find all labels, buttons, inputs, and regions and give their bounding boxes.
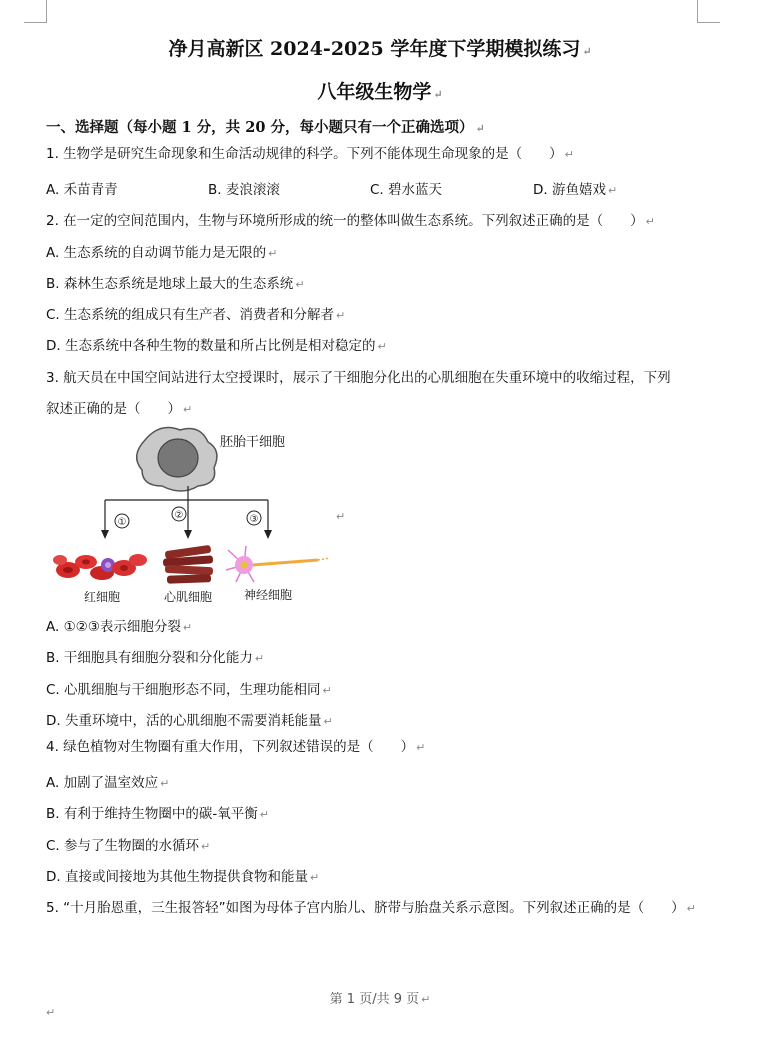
- q1-stem: 1. 生物学是研究生命现象和生命活动规律的科学。下列不能体现生命现象的是（ ） ↵: [46, 146, 574, 162]
- q4-stem: 4. 绿色植物对生物圈有重大作用，下列叙述错误的是（ ） ↵: [46, 739, 426, 755]
- section-heading: 一、选择题（每小题 1 分，共 20 分，每小题只有一个正确选项） ↵: [46, 119, 485, 136]
- q5-stem: 5. “十月胎恩重，三生报答轻”如图为母体子宫内胎儿、脐带与胎盘关系示意图。下列叙述正确的是（ ） ↵: [46, 900, 696, 916]
- q2-stem: 2. 在一定的空间范围内，生物与环境所形成的统一的整体叫做生态系统。下列叙述正确的是（ ） ↵: [46, 213, 655, 229]
- q2-option-d[interactable]: D. 生态系统中各种生物的数量和所占比例是相对稳定的 ↵: [46, 338, 387, 354]
- nerve-cell-image: [226, 546, 330, 582]
- q4-option-a[interactable]: A. 加剧了温室效应 ↵: [46, 775, 170, 791]
- diagram-para-mark: ↵: [336, 510, 346, 523]
- q3-option-a[interactable]: A. ①②③表示细胞分裂 ↵: [46, 619, 193, 635]
- final-para-mark: ↵: [46, 1006, 56, 1019]
- q3-stem-line1: 3. 航天员在中国空间站进行太空授课时，展示了干细胞分化出的心肌细胞在失重环境中的收缩过程，下列: [46, 370, 671, 386]
- q4-option-b[interactable]: B. 有利于维持生物圈中的碳-氧平衡 ↵: [46, 806, 269, 822]
- q3-option-b[interactable]: B. 干细胞具有细胞分裂和分化能力 ↵: [46, 650, 265, 666]
- stem-cell-label: 胚胎干细胞: [220, 435, 286, 450]
- q2-option-a[interactable]: A. 生态系统的自动调节能力是无限的 ↵: [46, 245, 278, 261]
- stem-cell-diagram: [50, 420, 350, 610]
- q2-option-c[interactable]: C. 生态系统的组成只有生产者、消费者和分解者 ↵: [46, 307, 346, 323]
- q1-option-c[interactable]: C. 碧水蓝天: [370, 182, 443, 198]
- cardiac-cells-image: [163, 545, 213, 584]
- q2-option-b[interactable]: B. 森林生态系统是地球上最大的生态系统 ↵: [46, 276, 305, 292]
- red-blood-cell-label: 红细胞: [83, 590, 121, 604]
- exam-subtitle: 八年级生物学 ↵: [317, 81, 443, 103]
- stem-cell-nucleus: [158, 439, 198, 477]
- q3-option-d[interactable]: D. 失重环境中，活的心肌细胞不需要消耗能量 ↵: [46, 713, 333, 729]
- q3-stem-line2: 叙述正确的是（ ） ↵: [46, 401, 193, 417]
- red-blood-cells-image: [53, 554, 147, 580]
- cardiac-cell-label: 心肌细胞: [163, 590, 213, 604]
- q3-option-c[interactable]: C. 心肌细胞与干细胞形态不同，生理功能相同 ↵: [46, 682, 332, 698]
- q1-option-d[interactable]: D. 游鱼嬉戏 ↵: [533, 182, 618, 198]
- corner-mark-left: [24, 0, 47, 23]
- q1-option-a[interactable]: A. 禾苗青青: [46, 182, 118, 198]
- arrow-label-3: ③: [249, 514, 259, 525]
- q4-option-d[interactable]: D. 直接或间接地为其他生物提供食物和能量 ↵: [46, 869, 320, 885]
- nerve-cell-label: 神经细胞: [243, 588, 293, 602]
- q4-option-c[interactable]: C. 参与了生物圈的水循环 ↵: [46, 838, 211, 854]
- q1-option-b[interactable]: B. 麦浪滚滚: [208, 182, 280, 198]
- page-footer: 第 1 页/共 9 页 ↵: [329, 992, 431, 1007]
- exam-title: 净月高新区 2024-2025 学年度下学期模拟练习 ↵: [168, 38, 592, 60]
- arrow-label-2: ②: [174, 510, 184, 521]
- corner-mark-right: [697, 0, 720, 23]
- arrow-label-1: ①: [117, 517, 127, 528]
